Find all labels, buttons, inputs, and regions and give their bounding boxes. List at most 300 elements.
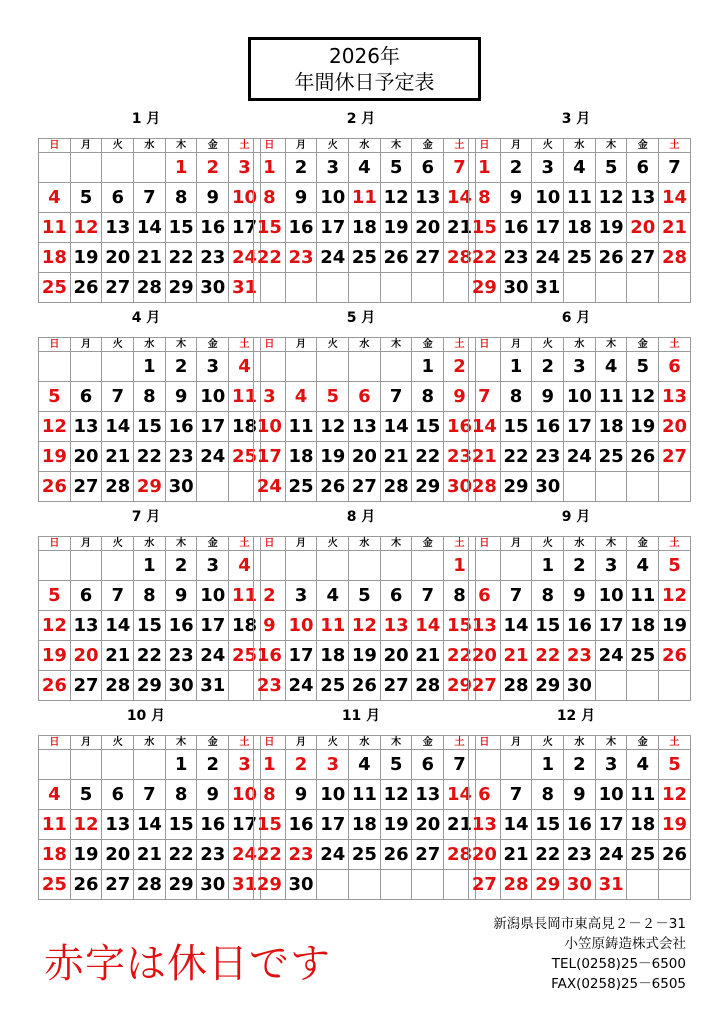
day-cell: 5 [380,153,412,183]
day-cell: 15 [134,412,166,442]
day-cell: 11 [349,183,381,213]
month-table [468,735,691,900]
weekday-header: 日 [39,338,71,352]
day-cell: 22 [500,442,532,472]
weekday-header: 日 [469,736,501,750]
day-cell: 9 [254,611,286,641]
day-cell [285,352,317,382]
day-cell: 12 [349,611,381,641]
day-cell: 8 [254,780,286,810]
day-cell: 19 [349,641,381,671]
day-cell: 14 [102,412,134,442]
day-cell: 30 [532,472,564,502]
day-cell: 25 [564,243,596,273]
day-cell: 5 [380,750,412,780]
weekday-header: 木 [380,736,412,750]
week-row [469,671,691,701]
day-cell: 3 [229,153,261,183]
day-cell: 11 [39,810,71,840]
day-cell: 18 [564,213,596,243]
day-cell: 12 [627,382,659,412]
month-label: 3 月 [561,111,591,127]
weekday-header: 火 [317,537,349,551]
day-cell: 24 [197,641,229,671]
day-cell: 21 [500,840,532,870]
day-cell: 27 [70,671,102,701]
day-cell: 8 [134,581,166,611]
day-cell: 24 [317,243,349,273]
day-cell: 10 [595,581,627,611]
calendar-title: 年間休日予定表 [294,70,435,94]
day-cell: 8 [532,780,564,810]
weekday-header: 木 [380,139,412,153]
weekday-header: 木 [380,338,412,352]
week-row [39,840,261,870]
weekday-header: 水 [134,736,166,750]
weekday-header: 火 [532,139,564,153]
day-cell: 20 [102,840,134,870]
weekday-header: 水 [134,139,166,153]
month-table [253,138,476,303]
day-cell: 19 [627,412,659,442]
day-cell: 3 [595,750,627,780]
day-cell: 11 [627,780,659,810]
day-cell: 19 [380,213,412,243]
month-label: 9 月 [561,509,591,525]
day-cell [317,870,349,900]
day-cell: 20 [412,810,444,840]
day-cell: 11 [595,382,627,412]
day-cell: 23 [197,840,229,870]
day-cell: 28 [469,472,501,502]
day-cell: 7 [412,581,444,611]
week-row [254,382,476,412]
day-cell: 13 [469,810,501,840]
day-cell: 17 [564,412,596,442]
day-cell: 26 [317,472,349,502]
day-cell: 21 [102,442,134,472]
day-cell: 30 [165,472,197,502]
day-cell: 24 [532,243,564,273]
month-table [468,138,691,303]
day-cell: 1 [165,750,197,780]
week-row [469,780,691,810]
day-cell [70,153,102,183]
day-cell: 28 [102,671,134,701]
day-cell: 23 [285,840,317,870]
day-cell: 24 [229,243,261,273]
day-cell: 14 [659,183,691,213]
weekday-header: 月 [70,139,102,153]
day-cell: 19 [70,243,102,273]
day-cell: 4 [229,551,261,581]
day-cell [380,273,412,303]
day-cell [39,750,71,780]
day-cell: 27 [659,442,691,472]
week-row [39,213,261,243]
weekday-header: 土 [444,736,476,750]
day-cell: 3 [532,153,564,183]
day-cell: 22 [165,840,197,870]
weekday-header: 土 [229,736,261,750]
day-cell: 3 [317,153,349,183]
day-cell: 6 [70,382,102,412]
day-cell: 30 [444,472,476,502]
weekday-header: 水 [134,338,166,352]
day-cell: 4 [564,153,596,183]
day-cell: 29 [532,671,564,701]
day-cell: 15 [134,611,166,641]
week-row [254,153,476,183]
week-row [469,412,691,442]
day-cell [197,472,229,502]
day-cell: 14 [500,810,532,840]
month-table [38,536,261,701]
day-cell: 6 [469,780,501,810]
day-cell: 27 [412,840,444,870]
day-cell: 10 [197,382,229,412]
week-row [39,183,261,213]
day-cell: 27 [469,870,501,900]
day-cell: 21 [134,840,166,870]
day-cell [627,870,659,900]
day-cell [595,671,627,701]
day-cell [564,472,596,502]
day-cell: 15 [469,213,501,243]
weekday-header: 土 [659,139,691,153]
day-cell: 9 [285,183,317,213]
day-cell: 7 [380,382,412,412]
weekday-header: 木 [165,139,197,153]
day-cell: 13 [412,780,444,810]
day-cell [254,551,286,581]
weekday-header: 火 [532,537,564,551]
day-cell: 5 [39,581,71,611]
day-cell: 2 [165,352,197,382]
day-cell: 25 [39,273,71,303]
weekday-header: 月 [70,736,102,750]
weekday-header: 金 [412,736,444,750]
day-cell: 17 [317,213,349,243]
month-label: 2 月 [346,111,376,127]
day-cell: 17 [595,611,627,641]
day-cell: 11 [39,213,71,243]
weekday-header: 月 [500,537,532,551]
day-cell: 26 [70,273,102,303]
day-cell: 3 [317,750,349,780]
day-cell: 10 [229,183,261,213]
day-cell: 25 [229,442,261,472]
weekday-header: 金 [627,338,659,352]
day-cell: 17 [254,442,286,472]
month-table [38,337,261,502]
weekday-header: 金 [627,736,659,750]
day-cell: 16 [285,213,317,243]
weekday-header: 水 [134,537,166,551]
weekday-header: 日 [254,139,286,153]
day-cell: 19 [317,442,349,472]
day-cell: 9 [197,183,229,213]
day-cell: 16 [444,412,476,442]
weekday-header: 月 [285,537,317,551]
day-cell: 18 [349,810,381,840]
day-cell: 11 [285,412,317,442]
day-cell: 15 [532,810,564,840]
day-cell: 4 [627,551,659,581]
weekday-header: 月 [285,736,317,750]
day-cell: 1 [532,750,564,780]
holiday-note: 赤字は休日です [44,941,331,987]
day-cell: 28 [134,870,166,900]
week-row [469,472,691,502]
day-cell: 29 [469,273,501,303]
day-cell: 5 [70,183,102,213]
day-cell: 7 [102,382,134,412]
day-cell: 18 [229,611,261,641]
day-cell: 5 [70,780,102,810]
day-cell: 10 [317,183,349,213]
day-cell: 29 [500,472,532,502]
day-cell: 12 [70,213,102,243]
weekday-header: 日 [469,537,501,551]
week-row [254,750,476,780]
weekday-header: 水 [349,139,381,153]
day-cell: 16 [197,213,229,243]
day-cell: 8 [469,183,501,213]
week-row [469,213,691,243]
day-cell: 8 [254,183,286,213]
day-cell: 4 [285,382,317,412]
day-cell: 13 [659,382,691,412]
day-cell: 19 [595,213,627,243]
day-cell: 17 [285,641,317,671]
day-cell: 25 [627,641,659,671]
month-label: 10 月 [126,708,166,724]
day-cell [102,352,134,382]
week-row [254,671,476,701]
day-cell: 19 [659,810,691,840]
day-cell: 4 [349,750,381,780]
day-cell: 26 [380,243,412,273]
day-cell: 18 [627,611,659,641]
weekday-header: 水 [564,736,596,750]
day-cell: 2 [564,551,596,581]
day-cell: 29 [134,472,166,502]
day-cell: 21 [412,641,444,671]
day-cell: 26 [659,840,691,870]
day-cell: 4 [627,750,659,780]
day-cell: 28 [444,840,476,870]
day-cell: 17 [197,611,229,641]
weekday-header: 土 [659,736,691,750]
day-cell: 27 [349,472,381,502]
day-cell: 15 [254,810,286,840]
day-cell: 27 [70,472,102,502]
weekday-header: 土 [444,139,476,153]
weekday-header: 日 [254,736,286,750]
day-cell [39,352,71,382]
day-cell: 28 [412,671,444,701]
day-cell: 21 [469,442,501,472]
weekday-header: 金 [627,139,659,153]
week-row [469,243,691,273]
month-table [253,536,476,701]
month-table [38,735,261,900]
day-cell: 5 [39,382,71,412]
day-cell [349,870,381,900]
day-cell: 12 [380,183,412,213]
day-cell: 26 [349,671,381,701]
month-label: 1 月 [131,111,161,127]
day-cell: 17 [532,213,564,243]
weekday-header: 木 [595,537,627,551]
day-cell: 2 [564,750,596,780]
day-cell: 5 [595,153,627,183]
day-cell: 14 [469,412,501,442]
day-cell: 16 [564,810,596,840]
day-cell: 8 [444,581,476,611]
day-cell: 14 [380,412,412,442]
day-cell: 30 [197,870,229,900]
day-cell: 18 [317,641,349,671]
day-cell: 15 [444,611,476,641]
week-row [254,442,476,472]
month-label: 11 月 [341,708,381,724]
day-cell [70,750,102,780]
day-cell: 23 [197,243,229,273]
day-cell: 6 [659,352,691,382]
day-cell: 21 [444,213,476,243]
day-cell: 6 [70,581,102,611]
weekday-header: 月 [500,139,532,153]
day-cell: 23 [564,840,596,870]
day-cell: 23 [165,442,197,472]
day-cell: 7 [444,750,476,780]
day-cell: 1 [165,153,197,183]
day-cell: 11 [564,183,596,213]
day-cell: 25 [627,840,659,870]
day-cell [380,870,412,900]
day-cell: 31 [229,273,261,303]
week-row [254,870,476,900]
day-cell: 13 [469,611,501,641]
day-cell: 4 [229,352,261,382]
weekday-header: 月 [70,338,102,352]
day-cell: 26 [39,472,71,502]
day-cell: 23 [254,671,286,701]
day-cell: 4 [39,780,71,810]
week-row [469,153,691,183]
day-cell: 31 [197,671,229,701]
day-cell: 2 [532,352,564,382]
day-cell: 22 [532,641,564,671]
weekday-header: 月 [70,537,102,551]
week-row [469,840,691,870]
week-row [39,243,261,273]
day-cell: 30 [165,671,197,701]
day-cell: 23 [564,641,596,671]
day-cell [134,750,166,780]
day-cell [659,273,691,303]
day-cell: 4 [317,581,349,611]
day-cell [39,153,71,183]
day-cell: 14 [412,611,444,641]
day-cell: 22 [444,641,476,671]
day-cell: 4 [349,153,381,183]
week-row [39,551,261,581]
weekday-header: 水 [349,736,381,750]
weekday-header: 日 [39,537,71,551]
day-cell: 10 [532,183,564,213]
day-cell: 5 [349,581,381,611]
day-cell: 13 [70,412,102,442]
day-cell: 5 [659,551,691,581]
day-cell: 24 [197,442,229,472]
week-row [39,442,261,472]
day-cell: 15 [254,213,286,243]
day-cell: 12 [380,780,412,810]
day-cell: 28 [500,870,532,900]
month-table [468,337,691,502]
month-label: 12 月 [556,708,596,724]
weekday-header: 日 [469,139,501,153]
day-cell: 21 [659,213,691,243]
day-cell: 11 [229,581,261,611]
weekday-header: 火 [317,338,349,352]
day-cell: 10 [595,780,627,810]
day-cell: 14 [444,183,476,213]
weekday-header: 月 [500,736,532,750]
day-cell [659,472,691,502]
day-cell [134,153,166,183]
day-cell: 28 [102,472,134,502]
week-row [39,352,261,382]
day-cell: 18 [39,840,71,870]
day-cell: 12 [595,183,627,213]
day-cell: 25 [349,840,381,870]
day-cell: 15 [165,213,197,243]
month-label: 8 月 [346,509,376,525]
month-table [38,138,261,303]
day-cell [627,273,659,303]
day-cell: 13 [380,611,412,641]
weekday-header: 土 [444,338,476,352]
day-cell [254,273,286,303]
day-cell: 10 [229,780,261,810]
day-cell: 6 [412,153,444,183]
day-cell: 27 [469,671,501,701]
day-cell: 7 [659,153,691,183]
day-cell: 23 [444,442,476,472]
weekday-header: 金 [197,736,229,750]
day-cell: 28 [500,671,532,701]
day-cell: 20 [659,412,691,442]
weekday-header: 月 [500,338,532,352]
day-cell [254,352,286,382]
week-row [469,810,691,840]
week-row [39,810,261,840]
weekday-header: 月 [285,338,317,352]
day-cell: 23 [532,442,564,472]
day-cell: 6 [102,183,134,213]
day-cell: 25 [349,243,381,273]
weekday-header: 木 [595,139,627,153]
week-row [39,273,261,303]
day-cell: 24 [595,840,627,870]
day-cell: 27 [380,671,412,701]
weekday-header: 木 [380,537,412,551]
weekday-header: 木 [165,537,197,551]
